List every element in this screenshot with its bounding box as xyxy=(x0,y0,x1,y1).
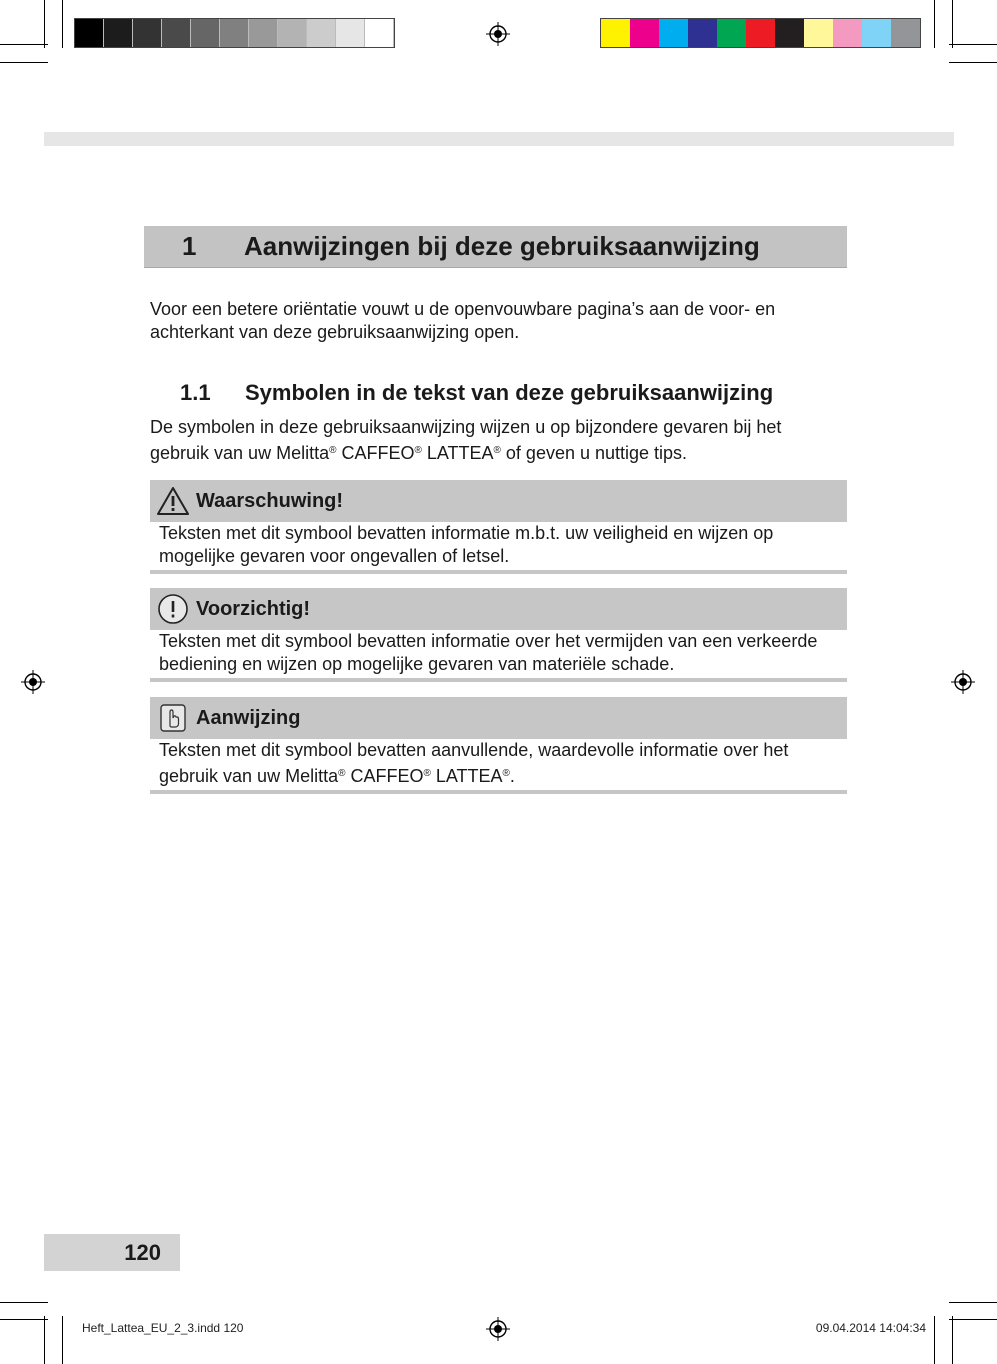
text-part: LATTEA xyxy=(421,443,494,463)
hint-notice xyxy=(150,697,847,794)
grayscale-calibration-bar xyxy=(74,18,395,48)
crop-mark xyxy=(0,62,48,63)
color-swatch xyxy=(659,19,688,47)
chapter-heading xyxy=(144,226,847,268)
notice-label: Voorzichtig! xyxy=(196,597,311,620)
crop-mark xyxy=(62,0,63,48)
color-swatch xyxy=(104,19,133,47)
color-swatch xyxy=(688,19,717,47)
text-part: CAFFEO xyxy=(336,443,415,463)
notice-label: Aanwijzing xyxy=(196,706,301,729)
warning-notice xyxy=(150,480,847,574)
crop-mark xyxy=(949,44,997,45)
notice-header xyxy=(150,480,847,522)
crop-mark xyxy=(0,1319,48,1320)
registered-mark: ® xyxy=(502,768,510,779)
color-swatch xyxy=(336,19,365,47)
crop-mark xyxy=(949,1319,997,1320)
notice-text xyxy=(150,739,847,794)
crop-mark xyxy=(0,44,48,45)
crop-mark xyxy=(949,1302,997,1303)
color-swatch xyxy=(365,19,394,47)
notice-header xyxy=(150,697,847,739)
text-part: De symbolen in deze gebruiksaanwijzing wijzen u op bijzondere gevaren bij het gebruik van uw Melitta xyxy=(150,417,782,463)
color-swatch xyxy=(75,19,104,47)
crop-mark xyxy=(934,1316,935,1364)
crop-mark xyxy=(934,0,935,48)
color-swatch xyxy=(249,19,278,47)
color-swatch xyxy=(746,19,775,47)
crop-mark xyxy=(0,1302,48,1303)
color-swatch xyxy=(833,19,862,47)
crop-mark xyxy=(62,1316,63,1364)
header-strip xyxy=(44,132,954,146)
crop-mark xyxy=(952,1316,953,1364)
notice-label: Waarschuwing! xyxy=(196,489,344,512)
color-swatch xyxy=(775,19,804,47)
text-part: Teksten met dit symbool bevatten aanvullende, waardevolle informatie over het gebruik van uw Melitta xyxy=(159,740,789,786)
chapter-number: 1 xyxy=(182,231,197,261)
registration-mark-icon xyxy=(951,670,975,694)
exclamation-circle-icon xyxy=(150,593,196,625)
section-title: Symbolen in de tekst van deze gebruiksaanwijzing xyxy=(245,380,774,405)
section-paragraph xyxy=(150,416,840,465)
color-swatch xyxy=(162,19,191,47)
text-part: of geven u nuttige tips. xyxy=(500,443,688,463)
caution-notice xyxy=(150,588,847,682)
hand-pointer-icon xyxy=(150,703,196,733)
text-part: CAFFEO xyxy=(345,766,424,786)
color-swatch xyxy=(191,19,220,47)
color-swatch xyxy=(862,19,891,47)
text-part: . xyxy=(509,766,515,786)
color-swatch xyxy=(133,19,162,47)
color-swatch xyxy=(220,19,249,47)
section-heading xyxy=(180,380,773,406)
color-swatch xyxy=(804,19,833,47)
registration-mark-icon xyxy=(486,22,510,46)
color-swatch xyxy=(601,19,630,47)
color-swatch xyxy=(630,19,659,47)
registered-mark: ® xyxy=(329,445,337,456)
color-swatch xyxy=(307,19,336,47)
color-calibration-bar xyxy=(600,18,921,48)
intro-paragraph: Voor een betere oriëntatie vouwt u de openvouwbare pagina’s aan de voor- en achterkant van deze gebruiksaanwijzing open. xyxy=(150,299,776,342)
text-part: LATTEA xyxy=(430,766,503,786)
notice-header xyxy=(150,588,847,630)
page-number: 120 xyxy=(44,1234,180,1271)
notice-text: Teksten met dit symbool bevatten informatie over het vermijden van een verkeerde bediening en wijzen op mogelijke gevaren van materiële schade. xyxy=(150,630,847,682)
crop-mark xyxy=(44,0,45,48)
crop-mark xyxy=(952,0,953,48)
section-number: 1.1 xyxy=(180,380,211,405)
color-swatch xyxy=(891,19,920,47)
slug-file: Heft_Lattea_EU_2_3.indd 120 xyxy=(82,1321,244,1335)
registration-mark-icon xyxy=(21,670,45,694)
chapter-title: Aanwijzingen bij deze gebruiksaanwijzing xyxy=(244,231,760,261)
registered-mark: ® xyxy=(493,445,501,456)
warning-triangle-icon xyxy=(150,486,196,516)
notice-text: Teksten met dit symbool bevatten informatie m.b.t. uw veiligheid en wijzen op mogelijke gevaren voor ongevallen of letsel. xyxy=(150,522,847,574)
crop-mark xyxy=(949,62,997,63)
registered-mark: ® xyxy=(423,768,431,779)
color-swatch xyxy=(278,19,307,47)
registration-mark-icon xyxy=(486,1317,510,1341)
crop-mark xyxy=(44,1316,45,1364)
color-swatch xyxy=(717,19,746,47)
slug-date: 09.04.2014 14:04:34 xyxy=(815,1321,926,1335)
registered-mark: ® xyxy=(414,445,422,456)
registered-mark: ® xyxy=(338,768,346,779)
